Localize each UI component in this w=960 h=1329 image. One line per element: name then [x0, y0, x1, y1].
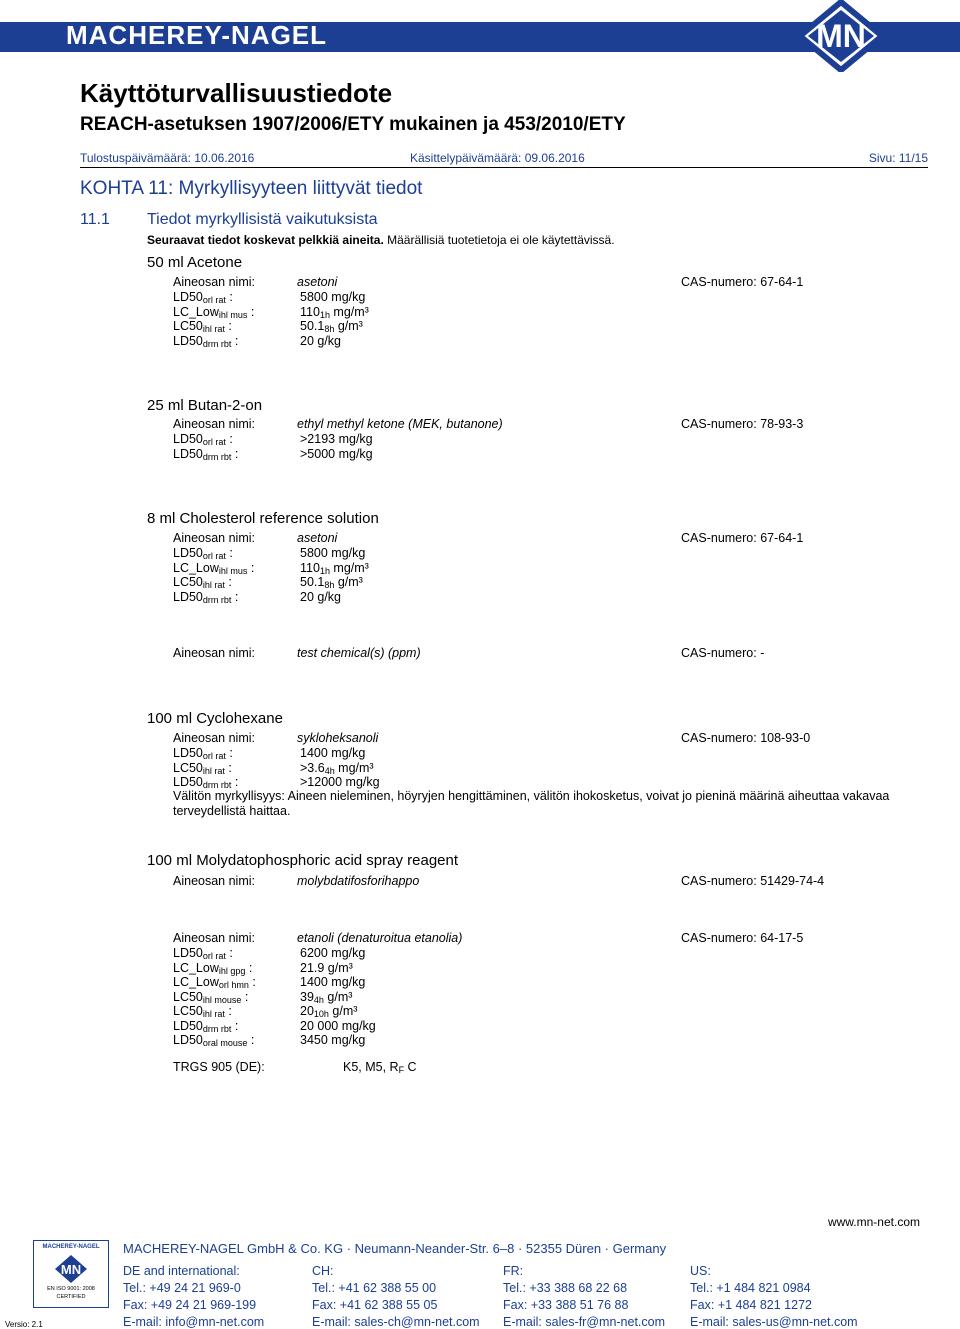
- tox-value-main: 20 g/kg: [300, 333, 342, 348]
- footer-fax: Fax: +1 484 821 1272: [690, 1298, 812, 1312]
- tox-value: [300, 290, 365, 304]
- tox-value-main: 5800 mg/kg: [300, 290, 366, 304]
- tox-colon: :: [245, 960, 253, 975]
- tox-colon: :: [231, 446, 239, 461]
- page-header: [0, 0, 960, 72]
- tox-colon: :: [224, 1004, 232, 1018]
- tox-measure: LC_Low: [173, 304, 219, 319]
- trgs-value-sub: F: [398, 1065, 405, 1075]
- tox-route: orl rat: [202, 437, 226, 447]
- ingredient-name: asetoni: [297, 275, 338, 289]
- tox-value: [300, 1019, 376, 1033]
- tox-unit: mg/m³: [329, 560, 369, 575]
- cas-number: CAS-numero: 78-93-3: [681, 417, 804, 431]
- tox-value-main: >12000 mg/kg: [300, 775, 380, 789]
- tox-route: ihl rat: [202, 580, 225, 590]
- cert-text: EN ISO 9001: 2008 CERTIFIED: [47, 1286, 95, 1300]
- tox-duration: 8h: [324, 580, 335, 590]
- tox-route: drm rbt: [202, 338, 232, 349]
- tox-value-main: 20 000 mg/kg: [300, 1018, 376, 1033]
- iso-certificate-badge: [33, 1240, 109, 1308]
- subsection-number: 11.1: [80, 211, 110, 228]
- tox-colon: :: [248, 975, 256, 989]
- tox-value: [300, 590, 341, 604]
- footer-head: FR:: [503, 1264, 524, 1278]
- ingredient-name: asetoni: [297, 531, 338, 545]
- tox-measure: LD50: [173, 746, 203, 760]
- tox-value-main: 6200 mg/kg: [300, 946, 366, 960]
- tox-value: [300, 775, 380, 789]
- section-title: KOHTA 11: Myrkyllisyyteen liittyvät tiedot: [80, 178, 423, 199]
- trgs-value: [343, 1060, 417, 1075]
- version-label: Versio: 2.1: [5, 1320, 43, 1329]
- tox-colon: :: [241, 989, 249, 1004]
- tox-value: [300, 961, 353, 975]
- cas-number: CAS-numero: 67-64-1: [681, 275, 804, 289]
- tox-value-main: 21.9 g/m³: [300, 960, 353, 975]
- tox-label: [173, 946, 233, 961]
- website-link[interactable]: www.mn-net.com: [827, 1215, 920, 1229]
- tox-label: [173, 775, 238, 790]
- tox-value-main: 50.1: [300, 319, 325, 333]
- tox-unit: g/m³: [334, 319, 363, 333]
- tox-colon: :: [225, 546, 233, 560]
- tox-measure: LD50: [173, 1033, 203, 1047]
- tox-value: [300, 1004, 357, 1019]
- tox-label: [173, 1004, 232, 1019]
- brand-name: MACHEREY-NAGEL: [66, 20, 328, 50]
- intro-text: [147, 233, 615, 247]
- tox-measure: LC_Low: [173, 975, 219, 989]
- tox-colon: :: [225, 290, 233, 304]
- tox-label: [173, 432, 233, 447]
- product-title: 25 ml Butan-2-on: [147, 397, 263, 414]
- footer-head: CH:: [312, 1264, 334, 1278]
- mn-logo-icon: [786, 0, 896, 72]
- document-subtitle: REACH-asetuksen 1907/2006/ETY mukainen ja 453/2010/ETY: [80, 114, 626, 135]
- footer-mail[interactable]: E-mail: sales-us@mn-net.com: [690, 1315, 858, 1329]
- tox-measure: LD50: [173, 432, 203, 446]
- tox-unit: g/m³: [323, 989, 353, 1004]
- tox-measure: LC_Low: [173, 960, 219, 975]
- tox-value-main: 110: [300, 304, 320, 319]
- tox-label: [173, 990, 248, 1005]
- tox-label: [173, 334, 238, 349]
- tox-value-main: 1400 mg/kg: [300, 975, 366, 989]
- footer-fax: Fax: +41 62 388 55 05: [312, 1298, 438, 1312]
- tox-route: ihl mus: [218, 565, 248, 576]
- tox-colon: :: [224, 319, 232, 333]
- company-address: MACHEREY-NAGEL GmbH & Co. KG · Neumann-Neander-Str. 6–8 · 52355 Düren · Germany: [123, 1241, 667, 1256]
- tox-route: ihl gpg: [218, 965, 246, 976]
- tox-value: [300, 546, 365, 560]
- tox-value: [300, 1033, 365, 1047]
- tox-colon: :: [231, 1018, 239, 1033]
- tox-value-main: 39: [300, 989, 314, 1004]
- ingredient-label: Aineosan nimi:: [173, 417, 255, 431]
- tox-label: [173, 546, 233, 561]
- product-title: 50 ml Acetone: [147, 254, 243, 271]
- tox-route: orl rat: [202, 751, 226, 761]
- tox-label: [173, 561, 254, 576]
- ingredient-label: Aineosan nimi:: [173, 731, 255, 745]
- tox-value-main: >2193 mg/kg: [300, 432, 373, 446]
- tox-colon: :: [224, 760, 232, 775]
- tox-route: ihl rat: [202, 1009, 225, 1019]
- tox-route: orl rat: [202, 551, 226, 561]
- tox-route: ihl rat: [202, 324, 225, 334]
- tox-value-main: 5800 mg/kg: [300, 546, 366, 560]
- tox-route: drm rbt: [202, 594, 232, 605]
- ingredient-name: molybdatifosforihappo: [297, 874, 420, 888]
- ingredient-label: Aineosan nimi:: [173, 646, 255, 660]
- intro-bold: Seuraavat tiedot koskevat pelkkiä aineita.: [147, 233, 384, 247]
- footer-head: US:: [690, 1264, 711, 1278]
- tox-value: [300, 319, 363, 334]
- tox-colon: :: [247, 304, 255, 319]
- tox-label: [173, 590, 238, 605]
- tox-value: [300, 432, 373, 446]
- tox-unit: mg/m³: [334, 760, 374, 775]
- tox-label: [173, 761, 232, 776]
- tox-duration: 1h: [319, 565, 330, 576]
- footer-tel: Tel.: +49 24 21 969-0: [123, 1281, 241, 1295]
- tox-value-main: 20: [300, 1004, 314, 1018]
- tox-value-main: 50.1: [300, 575, 325, 589]
- tox-route: drm rbt: [202, 1023, 232, 1034]
- tox-measure: LC50: [173, 575, 203, 589]
- tox-route: orl rat: [202, 295, 226, 305]
- product-title: 100 ml Molydatophosphoric acid spray reagent: [147, 852, 459, 869]
- tox-value: [300, 334, 341, 348]
- tox-value: [300, 305, 369, 320]
- footer-mail[interactable]: E-mail: sales-fr@mn-net.com: [503, 1315, 666, 1329]
- ingredient-name: etanoli (denaturoitua etanolia): [297, 931, 463, 945]
- tox-route: drm rbt: [202, 451, 232, 462]
- tox-colon: :: [247, 1033, 255, 1047]
- tox-measure: LD50: [173, 333, 203, 348]
- tox-colon: :: [231, 589, 239, 604]
- tox-colon: :: [225, 432, 233, 446]
- tox-route: ihl mus: [218, 309, 248, 320]
- edit-date: Käsittelypäivämäärä: 09.06.2016: [410, 151, 585, 165]
- cert-brand: MACHEREY-NAGEL: [34, 1241, 108, 1253]
- tox-value: [300, 575, 363, 590]
- tox-label: [173, 1033, 254, 1048]
- tox-measure: LC_Low: [173, 560, 219, 575]
- tox-measure: LC50: [173, 760, 203, 775]
- tox-route: orl rat: [202, 951, 226, 961]
- tox-route: orl hmn: [218, 980, 249, 990]
- tox-measure: LC50: [173, 989, 203, 1004]
- tox-label: [173, 746, 233, 761]
- tox-label: [173, 575, 232, 590]
- trgs-value-b: C: [404, 1060, 417, 1074]
- tox-measure: LD50: [173, 446, 203, 461]
- date-line: [80, 151, 928, 168]
- tox-route: ihl rat: [202, 765, 225, 776]
- footer-tel: Tel.: +41 62 388 55 00: [312, 1281, 437, 1295]
- tox-colon: :: [231, 333, 239, 348]
- tox-duration: 8h: [324, 324, 335, 334]
- tox-value-main: >3.6: [300, 760, 325, 775]
- acute-toxicity-note: Välitön myrkyllisyys: Aineen nieleminen, höyryjen hengittäminen, välitön ihokosketus, voivat jo pieninä määrinä aiheuttaa vakavaa terveydellistä haittaa.: [173, 789, 890, 818]
- footer-mail[interactable]: E-mail: sales-ch@mn-net.com: [312, 1315, 480, 1329]
- tox-label: [173, 319, 232, 334]
- ingredient-label: Aineosan nimi:: [173, 931, 255, 945]
- tox-colon: :: [225, 746, 233, 760]
- tox-value: [300, 975, 365, 989]
- cert-logo-text: MN: [60, 1262, 82, 1277]
- tox-label: [173, 305, 254, 320]
- tox-value-main: 1400 mg/kg: [300, 746, 366, 760]
- tox-value: [300, 946, 365, 960]
- tox-value-main: 3450 mg/kg: [300, 1033, 366, 1047]
- ingredient-label: Aineosan nimi:: [173, 275, 255, 289]
- tox-value: [300, 761, 374, 776]
- tox-route: ihl mouse: [202, 994, 242, 1005]
- tox-duration: 10h: [313, 1009, 329, 1019]
- intro-rest: Määrällisiä tuotetietoja ei ole käytettävissä.: [383, 233, 615, 247]
- subsection-title: Tiedot myrkyllisistä vaikutuksista: [147, 211, 378, 228]
- footer-head: DE and international:: [123, 1264, 240, 1278]
- tox-colon: :: [231, 775, 239, 789]
- tox-colon: :: [224, 575, 232, 589]
- footer-tel: Tel.: +1 484 821 0984: [690, 1281, 811, 1295]
- tox-value: [300, 746, 365, 760]
- tox-duration: 4h: [324, 765, 335, 776]
- tox-route: oral mouse: [202, 1038, 248, 1048]
- tox-duration: 4h: [313, 994, 324, 1005]
- tox-measure: LD50: [173, 1018, 203, 1033]
- ingredient-name: test chemical(s) (ppm): [297, 646, 421, 660]
- cas-number: CAS-numero: 67-64-1: [681, 531, 804, 545]
- footer-fax: Fax: +49 24 21 969-199: [123, 1298, 257, 1312]
- tox-colon: :: [225, 946, 233, 960]
- cas-number: CAS-numero: 51429-74-4: [681, 874, 825, 888]
- product-title: 100 ml Cyclohexane: [147, 710, 283, 727]
- cas-number: CAS-numero: 64-17-5: [681, 931, 804, 945]
- product-title: 8 ml Cholesterol reference solution: [147, 510, 379, 527]
- tox-measure: LC50: [173, 319, 203, 333]
- cas-number: CAS-numero: 108-93-0: [681, 731, 811, 745]
- ingredient-name: ethyl methyl ketone (MEK, butanone): [297, 417, 503, 431]
- cas-number: CAS-numero: -: [681, 646, 765, 660]
- tox-measure: LD50: [173, 546, 203, 560]
- tox-unit: mg/m³: [329, 304, 369, 319]
- page-number: Sivu: 11/15: [868, 151, 928, 165]
- ingredient-name: sykloheksanoli: [297, 731, 379, 745]
- tox-value: [300, 561, 369, 576]
- tox-value-main: >5000 mg/kg: [300, 446, 373, 461]
- trgs-value-a: K5, M5, R: [343, 1060, 399, 1074]
- trgs-label: TRGS 905 (DE):: [173, 1060, 265, 1074]
- tox-label: [173, 975, 256, 990]
- ingredient-label: Aineosan nimi:: [173, 874, 255, 888]
- tox-value-main: 110: [300, 560, 320, 575]
- tox-route: drm rbt: [202, 780, 232, 790]
- tox-value-main: 20 g/kg: [300, 589, 342, 604]
- tox-colon: :: [247, 560, 255, 575]
- tox-value: [300, 990, 352, 1005]
- tox-unit: g/m³: [334, 575, 363, 589]
- tox-label: [173, 290, 233, 305]
- tox-label: [173, 961, 252, 976]
- mn-logo-text: MN: [816, 18, 866, 54]
- print-date: Tulostuspäivämäärä: 10.06.2016: [80, 151, 255, 165]
- document-title: Käyttöturvallisuustiedote: [80, 78, 393, 108]
- tox-unit: g/m³: [328, 1004, 358, 1018]
- tox-duration: 1h: [319, 309, 330, 320]
- cert-mn-logo-icon: [53, 1254, 89, 1284]
- tox-label: [173, 1019, 238, 1034]
- footer-fax: Fax: +33 388 51 76 88: [503, 1298, 629, 1312]
- footer-tel: Tel.: +33 388 68 22 68: [503, 1281, 628, 1295]
- tox-value: [300, 447, 373, 461]
- page-footer: [0, 1210, 960, 1329]
- tox-label: [173, 447, 238, 462]
- tox-measure: LC50: [173, 1004, 203, 1018]
- tox-measure: LD50: [173, 775, 203, 789]
- ingredient-label: Aineosan nimi:: [173, 531, 255, 545]
- tox-measure: LD50: [173, 589, 203, 604]
- tox-measure: LD50: [173, 946, 203, 960]
- tox-measure: LD50: [173, 290, 203, 304]
- footer-mail[interactable]: E-mail: info@mn-net.com: [123, 1315, 265, 1329]
